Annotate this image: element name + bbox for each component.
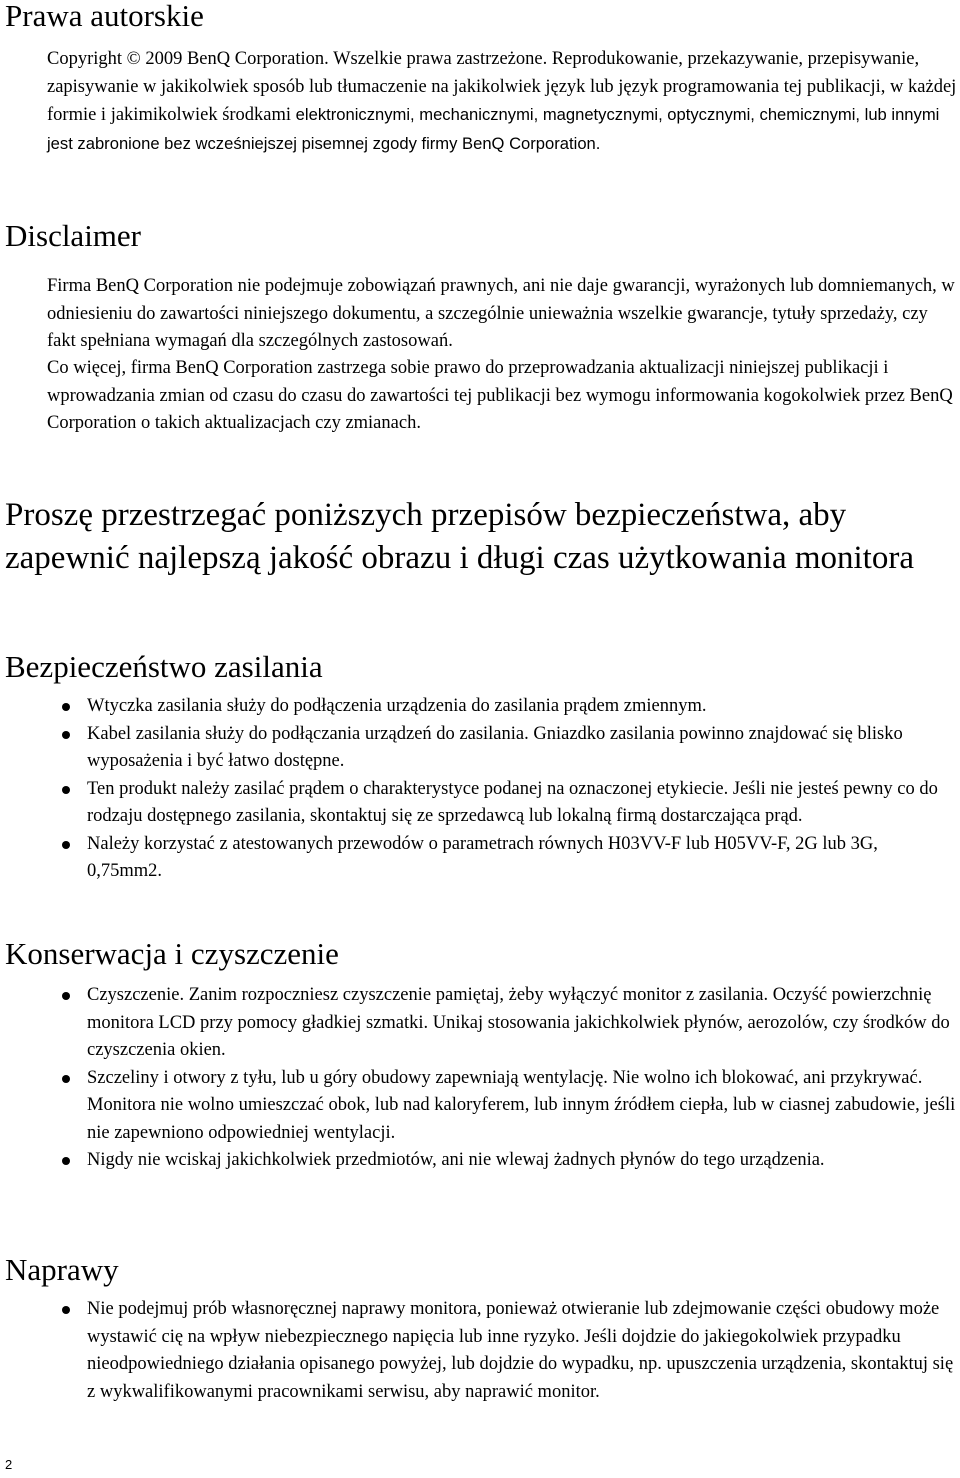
maintenance-list bbox=[0, 982, 960, 1175]
list-item bbox=[0, 1147, 960, 1175]
bullet-icon bbox=[62, 786, 70, 794]
list-item bbox=[0, 1065, 960, 1148]
list-item bbox=[0, 1296, 960, 1406]
maintenance-heading: Konserwacja i czyszczenie bbox=[5, 936, 339, 971]
bullet-icon bbox=[62, 1306, 70, 1314]
list-item bbox=[0, 831, 960, 886]
bullet-icon bbox=[62, 1075, 70, 1083]
list-item bbox=[0, 693, 960, 721]
list-item-text: Ten produkt należy zasilać prądem o charakterystyce podanej na oznaczonej etykiecie. Jeśli nie jesteś pewny co do rodzaju dostępnego zasilania, skontaktuj się ze sprzedawcą lub lokalną firmą dostarczająca prąd. bbox=[87, 778, 938, 826]
disclaimer-paragraph-1: Firma BenQ Corporation nie podejmuje zobowiązań prawnych, ani nie daje gwarancji, wyrażonych lub domniemanych, w odniesieniu do zawartości niniejszego dokumentu, a szczególnie unieważnia wszelkie gwarancje, tytuły sprzedaży, czy fakt spełniana wymagań dla szczególnych zastosowań. bbox=[47, 276, 955, 351]
bullet-icon bbox=[62, 841, 70, 849]
page-number: 2 bbox=[5, 1457, 13, 1472]
list-item-text: Szczeliny i otwory z tyłu, lub u góry obudowy zapewniają wentylację. Nie wolno ich blokować, ani przykrywać. Monitora nie wolno umieszczać obok, lub nad kaloryferem, lub innym źródłem ciepła, lub w ciasnej zabudowie, jeśli nie zapewniono odpowiedniej wentylacji. bbox=[87, 1067, 956, 1143]
repairs-list bbox=[0, 1296, 960, 1406]
disclaimer-paragraph-2: Co więcej, firma BenQ Corporation zastrzega sobie prawo do przeprowadzania aktualizacji niniejszej publikacji i wprowadzania zmian od czasu do czasu do zawartości tej publikacji bez wymogu informowania kogokolwiek przez BenQ Corporation o takich aktualizacjach czy zmianach. bbox=[47, 358, 953, 433]
disclaimer-heading: Disclaimer bbox=[5, 218, 142, 253]
list-item-text: Nie podejmuj prób własnoręcznej naprawy monitora, ponieważ otwieranie lub zdejmowanie części obudowy może wystawić cię na wpływ niebezpiecznego napięcia lub inne ryzyko. Jeśli dojdzie do jakiegokolwiek przypadku nieodpowiedniego działania opisanego powyżej, lub dojdzie do wypadku, np. upuszczenia urządzenia, skontaktuj się z wykwalifikowanymi pracownikami serwisu, aby naprawić monitor. bbox=[87, 1299, 954, 1402]
bullet-icon bbox=[62, 731, 70, 739]
copyright-rest-text: elektronicznymi, mechanicznymi, magnetycznymi, optycznymi, chemicznymi, lub innymi jest zabronione bez wcześniejszej pisemnej zgody firmy BenQ Corporation. bbox=[47, 105, 940, 153]
bullet-icon bbox=[62, 1157, 70, 1165]
list-item-text: Czyszczenie. Zanim rozpoczniesz czyszczenie pamiętaj, żeby wyłączyć monitor z zasilania. Oczyść powierzchnię monitora LCD przy pomocy gładkiej szmatki. Unikaj stosowania jakichkolwiek płynów, aerozolów, czy środków do czyszczenia okien. bbox=[87, 985, 950, 1060]
list-item-text: Wtyczka zasilania służy do podłączenia urządzenia do zasilania prądem zmiennym. bbox=[87, 696, 707, 716]
copyright-heading: Prawa autorskie bbox=[5, 0, 204, 33]
power-safety-heading: Bezpieczeństwo zasilania bbox=[5, 649, 323, 684]
list-item bbox=[0, 982, 960, 1065]
safety-title: Proszę przestrzegać poniższych przepisów bezpieczeństwa, aby zapewnić najlepszą jakość obrazu i długi czas użytkowania monitora bbox=[5, 497, 914, 576]
bullet-icon bbox=[62, 992, 70, 1000]
bullet-icon bbox=[62, 703, 70, 711]
repairs-heading: Naprawy bbox=[5, 1252, 119, 1287]
list-item-text: Kabel zasilania służy do podłączania urządzeń do zasilania. Gniazdko zasilania powinno znajdować się blisko wyposażenia i być łatwo dostępne. bbox=[87, 723, 903, 771]
list-item-text: Nigdy nie wciskaj jakichkolwiek przedmiotów, ani nie wlewaj żadnych płynów do tego urządzenia. bbox=[87, 1150, 825, 1170]
copyright-lead-text: Copyright © 2009 BenQ Corporation. Wszelkie prawa zastrzeżone. Reprodukowanie, przekazywanie, przepisywanie, zapisywanie w jakikolwiek sposób lub tłumaczenie na jakikolwiek język lub język programowania tej publikacji, w każdej formie i jakimikolwiek środkami bbox=[47, 49, 957, 125]
list-item bbox=[0, 721, 960, 776]
power-safety-list bbox=[0, 693, 960, 886]
list-item bbox=[0, 776, 960, 831]
copyright-paragraph bbox=[47, 46, 957, 158]
list-item-text: Należy korzystać z atestowanych przewodów o parametrach równych H03VV-F lub H05VV-F, 2G lub 3G, 0,75mm2. bbox=[87, 833, 878, 881]
